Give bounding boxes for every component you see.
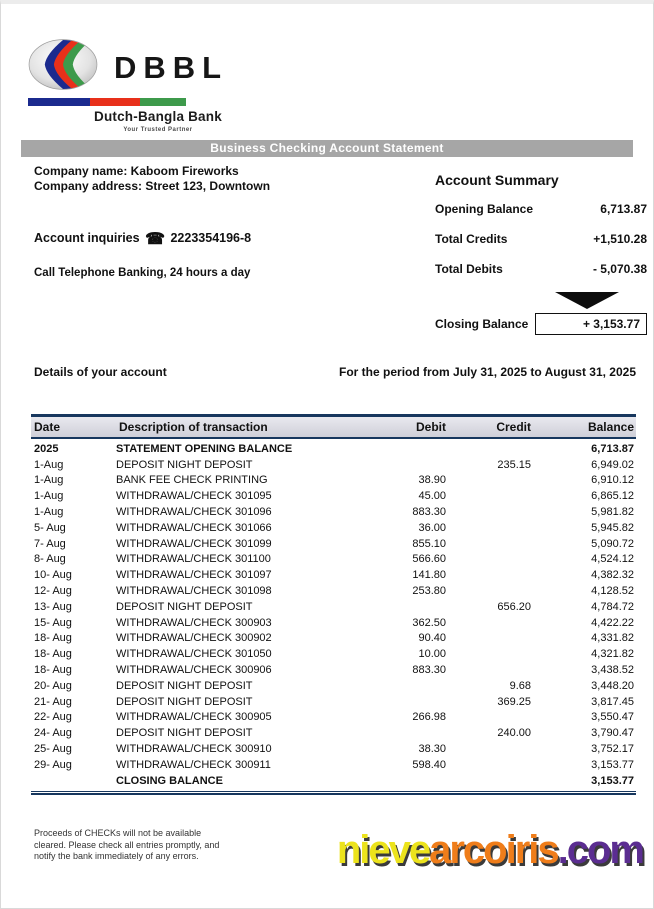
table-row <box>31 520 636 536</box>
table-row <box>31 473 636 489</box>
cell-debit: 566.60 <box>412 553 446 566</box>
summary-row-closing <box>435 313 647 335</box>
total-credits-label: Total Credits <box>435 232 508 246</box>
cell-balance: 4,128.52 <box>591 585 634 598</box>
cell-desc: DEPOSIT NIGHT DEPOSIT <box>116 600 253 613</box>
table-row <box>31 457 636 473</box>
summary-heading: Account Summary <box>435 172 559 188</box>
telephone-icon: ☎ <box>145 231 165 248</box>
cell-debit: 598.40 <box>412 758 446 771</box>
cell-date: 18- Aug <box>34 648 72 661</box>
cell-date: 12- Aug <box>34 585 72 598</box>
watermark-part3: .com <box>557 828 643 872</box>
closing-balance-label: Closing Balance <box>435 317 529 331</box>
cell-date: 8- Aug <box>34 553 66 566</box>
summary-row-debits <box>435 262 647 276</box>
cell-balance: 4,321.82 <box>591 648 634 661</box>
details-row <box>34 365 636 379</box>
cell-date: 1-Aug <box>34 506 64 519</box>
table-row <box>31 631 636 647</box>
table-row <box>31 536 636 552</box>
table-row <box>31 694 636 710</box>
cell-balance: 3,153.77 <box>591 774 634 787</box>
cell-desc: STATEMENT OPENING BALANCE <box>116 442 293 455</box>
cell-debit: 45.00 <box>418 490 446 503</box>
bar-blue-segment <box>28 98 90 106</box>
opening-balance-value: 6,713.87 <box>600 202 647 216</box>
cell-date: 18- Aug <box>34 632 72 645</box>
statement-period: For the period from July 31, 2025 to August 31, 2025 <box>339 365 636 379</box>
company-info <box>34 164 270 194</box>
col-header-debit: Debit <box>416 420 446 434</box>
transactions-body <box>31 439 636 789</box>
watermark <box>337 828 643 873</box>
cell-debit: 38.30 <box>418 743 446 756</box>
cell-desc: DEPOSIT NIGHT DEPOSIT <box>116 727 253 740</box>
cell-desc: WITHDRAWAL/CHECK 301097 <box>116 569 272 582</box>
cell-desc: WITHDRAWAL/CHECK 301098 <box>116 585 272 598</box>
cell-balance: 3,448.20 <box>591 679 634 692</box>
footer-disclaimer: Proceeds of CHECKs will not be available cleared. Please check all entries promptly, and notify the bank immediately of any errors. <box>34 828 220 861</box>
cell-balance: 5,981.82 <box>591 506 634 519</box>
cell-balance: 3,817.45 <box>591 695 634 708</box>
col-header-date: Date <box>34 420 61 434</box>
table-row <box>31 599 636 615</box>
cell-date: 1-Aug <box>34 490 64 503</box>
summary-row-opening <box>435 202 647 216</box>
cell-date: 22- Aug <box>34 711 72 724</box>
cell-balance: 4,524.12 <box>591 553 634 566</box>
cell-desc: CLOSING BALANCE <box>116 774 223 787</box>
tricolor-bar <box>28 98 186 106</box>
cell-credit: 656.20 <box>497 600 531 613</box>
opening-balance-label: Opening Balance <box>435 202 534 216</box>
cell-debit: 36.00 <box>418 521 446 534</box>
cell-desc: BANK FEE CHECK PRINTING <box>116 474 268 487</box>
cell-credit: 9.68 <box>509 679 531 692</box>
cell-desc: WITHDRAWAL/CHECK 300905 <box>116 711 272 724</box>
cell-debit: 253.80 <box>412 585 446 598</box>
table-row <box>31 662 636 678</box>
cell-date: 1-Aug <box>34 458 64 471</box>
bank-abbr: DBBL <box>114 50 229 85</box>
transactions-table <box>31 414 636 795</box>
cell-desc: WITHDRAWAL/CHECK 300906 <box>116 664 272 677</box>
cell-desc: WITHDRAWAL/CHECK 300911 <box>116 758 271 771</box>
watermark-part1: nieve <box>336 828 430 872</box>
cell-balance: 3,790.47 <box>591 727 634 740</box>
table-bottom-rule <box>31 791 636 795</box>
cell-credit: 240.00 <box>497 727 531 740</box>
cell-date: 2025 <box>34 442 59 455</box>
bank-tagline: Your Trusted Partner <box>123 127 193 133</box>
table-row <box>31 710 636 726</box>
table-row <box>31 725 636 741</box>
cell-balance: 6,949.02 <box>591 458 634 471</box>
total-debits-value: - 5,070.38 <box>592 262 647 276</box>
cell-balance: 6,910.12 <box>591 474 634 487</box>
table-row <box>31 488 636 504</box>
cell-balance: 6,865.12 <box>591 490 634 503</box>
cell-debit: 855.10 <box>412 537 446 550</box>
watermark-part2: arcoiris <box>429 828 558 872</box>
cell-desc: WITHDRAWAL/CHECK 301099 <box>116 537 272 550</box>
table-row <box>31 646 636 662</box>
table-row <box>31 757 636 773</box>
cell-balance: 6,713.87 <box>591 442 634 455</box>
company-address: Company address: Street 123, Downtown <box>34 179 271 193</box>
cell-date: 7- Aug <box>34 537 66 550</box>
cell-debit: 141.80 <box>412 569 446 582</box>
cell-desc: WITHDRAWAL/CHECK 300903 <box>116 616 272 629</box>
cell-balance: 4,331.82 <box>591 632 634 645</box>
cell-balance: 3,752.17 <box>591 743 634 756</box>
cell-balance: 4,422.22 <box>591 616 634 629</box>
cell-date: 24- Aug <box>34 727 72 740</box>
cell-balance: 3,438.52 <box>591 664 634 677</box>
table-row <box>31 567 636 583</box>
table-header <box>31 414 636 439</box>
col-header-description: Description of transaction <box>119 420 268 434</box>
cell-balance: 5,090.72 <box>591 537 634 550</box>
account-inquiries-number: 2223354196-8 <box>170 231 252 245</box>
cell-credit: 369.25 <box>497 695 531 708</box>
cell-debit: 38.90 <box>418 474 446 487</box>
cell-date: 20- Aug <box>34 679 72 692</box>
dbbl-oval-icon <box>28 38 98 96</box>
cell-desc: WITHDRAWAL/CHECK 300902 <box>116 632 272 645</box>
cell-date: 25- Aug <box>34 743 72 756</box>
cell-debit: 883.30 <box>412 506 446 519</box>
cell-date: 13- Aug <box>34 600 72 613</box>
cell-debit: 90.40 <box>418 632 446 645</box>
table-row <box>31 773 636 789</box>
cell-date: 15- Aug <box>34 616 72 629</box>
table-row <box>31 678 636 694</box>
cell-date: 29- Aug <box>34 758 72 771</box>
telephone-banking-note: Call Telephone Banking, 24 hours a day <box>34 267 251 279</box>
summary-row-credits <box>435 232 647 246</box>
cell-desc: WITHDRAWAL/CHECK 300910 <box>116 743 272 756</box>
account-inquiries-label: Account inquiries <box>34 231 140 245</box>
cell-desc: WITHDRAWAL/CHECK 301066 <box>116 521 272 534</box>
cell-desc: DEPOSIT NIGHT DEPOSIT <box>116 695 253 708</box>
cell-balance: 3,550.47 <box>591 711 634 724</box>
cell-debit: 10.00 <box>418 648 446 661</box>
bar-red-segment <box>90 98 141 106</box>
statement-title-bar: Business Checking Account Statement <box>21 140 633 157</box>
cell-desc: WITHDRAWAL/CHECK 301100 <box>116 553 271 566</box>
cell-date: 18- Aug <box>34 664 72 677</box>
cell-date: 10- Aug <box>34 569 72 582</box>
account-inquiries <box>34 229 251 249</box>
cell-balance: 3,153.77 <box>591 758 634 771</box>
table-row <box>31 504 636 520</box>
cell-debit: 266.98 <box>412 711 446 724</box>
cell-balance: 4,382.32 <box>591 569 634 582</box>
table-row <box>31 615 636 631</box>
cell-date: 1-Aug <box>34 474 64 487</box>
cell-date: 21- Aug <box>34 695 72 708</box>
cell-desc: DEPOSIT NIGHT DEPOSIT <box>116 679 253 692</box>
cell-balance: 4,784.72 <box>591 600 634 613</box>
col-header-credit: Credit <box>496 420 531 434</box>
company-name: Company name: Kaboom Fireworks <box>34 164 239 178</box>
total-credits-value: +1,510.28 <box>593 232 647 246</box>
total-debits-label: Total Debits <box>435 262 503 276</box>
table-row <box>31 441 636 457</box>
bar-green-segment <box>140 98 186 106</box>
cell-desc: WITHDRAWAL/CHECK 301095 <box>116 490 272 503</box>
table-row <box>31 583 636 599</box>
cell-balance: 5,945.82 <box>591 521 634 534</box>
col-header-balance: Balance <box>587 420 634 434</box>
bank-name: Dutch-Bangla Bank <box>94 109 222 124</box>
triangle-down-icon <box>555 292 619 309</box>
table-row <box>31 552 636 568</box>
cell-date: 5- Aug <box>34 521 66 534</box>
cell-desc: DEPOSIT NIGHT DEPOSIT <box>116 458 253 471</box>
cell-debit: 362.50 <box>412 616 446 629</box>
account-summary <box>435 172 647 335</box>
table-row <box>31 741 636 757</box>
cell-desc: WITHDRAWAL/CHECK 301096 <box>116 506 272 519</box>
cell-debit: 883.30 <box>412 664 446 677</box>
bank-logo <box>28 38 288 136</box>
cell-credit: 235.15 <box>497 458 531 471</box>
closing-balance-value: + 3,153.77 <box>535 313 647 335</box>
details-heading: Details of your account <box>34 365 167 379</box>
cell-desc: WITHDRAWAL/CHECK 301050 <box>116 648 272 661</box>
